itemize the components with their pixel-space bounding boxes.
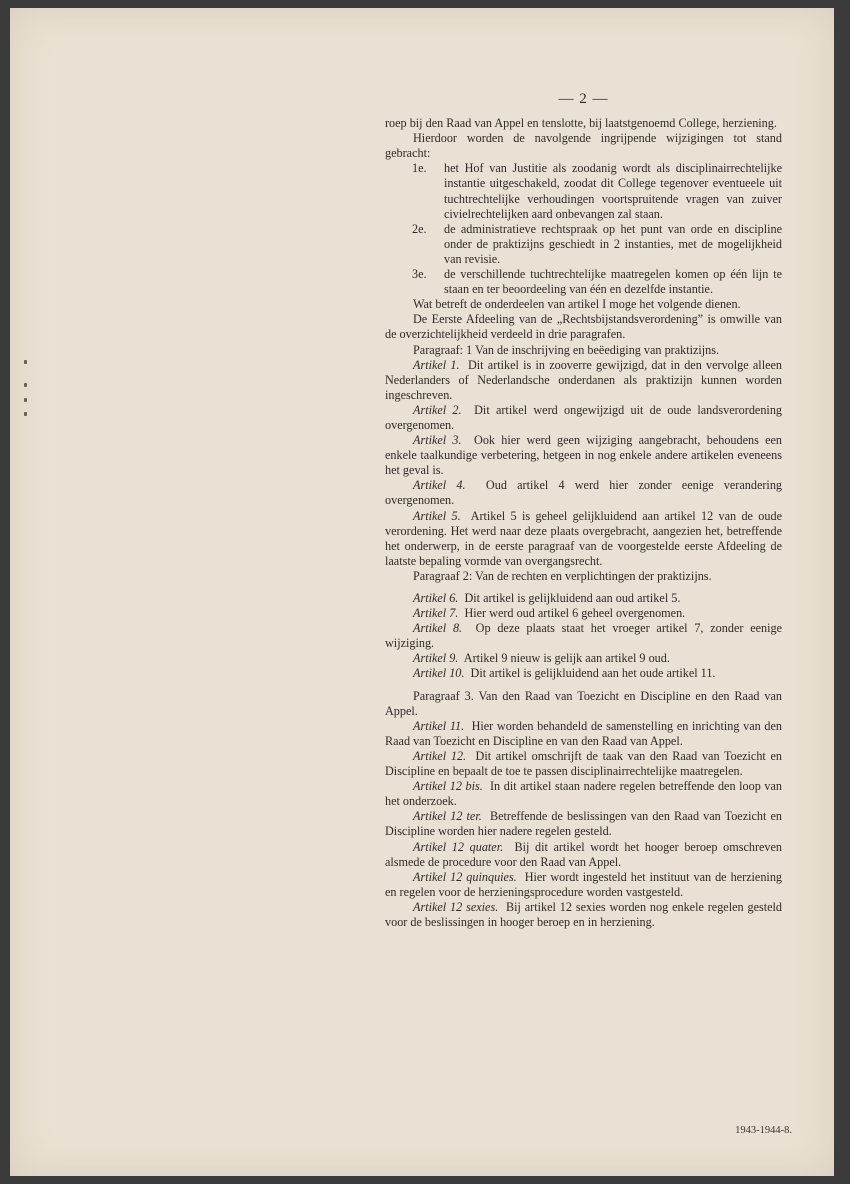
list-item [412, 222, 782, 267]
article-text: Dit artikel is in zooverre gewijzigd, dat in den vervolge alleen Nederlanders of Nederlandsche onderdanen als praktizijn kunnen worden ingeschreven. [385, 357, 782, 402]
paragraph: Wat betreft de onderdeelen van artikel I moge het volgende dienen. [413, 297, 741, 312]
section-heading: Paragraaf 2: Van de rechten en verplichtingen der praktizijns. [413, 568, 712, 583]
article-label: Artikel 4. [413, 478, 466, 493]
list-item [412, 267, 782, 297]
article-text: Ook hier werd geen wijziging aangebracht, behoudens een enkele taalkundige verbetering, hetgeen in nog enkele andere artikelen eveneens het geval is. [385, 433, 782, 478]
article-label: Artikel 12 sexies. [413, 899, 499, 914]
article-label: Artikel 7. [413, 606, 459, 621]
list-item-number: 1e. [412, 161, 427, 176]
article-label: Artikel 8. [413, 621, 463, 636]
article-label: Artikel 5. [413, 508, 461, 523]
article-entry [385, 433, 782, 478]
footer-code: 1943-1944-8. [735, 1125, 792, 1136]
article-text: Dit artikel omschrijft de taak van den Raad van Toezicht en Discipline en bepaalt de toe te passen disciplinairrechtelijke maatregelen. [385, 748, 783, 779]
article-entry [385, 358, 782, 403]
paragraph: roep bij den Raad van Appel en tenslotte, bij laatstgenoemd College, herziening. [385, 116, 777, 131]
article-entry [385, 809, 782, 839]
article-entry [385, 606, 782, 621]
punch-hole-mark [24, 360, 27, 364]
article-label: Artikel 12. [413, 748, 467, 763]
text-column [385, 92, 782, 930]
article-entry [385, 651, 782, 666]
article-label: Artikel 10. [413, 666, 465, 681]
article-label: Artikel 12 quinquies. [413, 869, 517, 884]
article-label: Artikel 6. [413, 591, 459, 605]
article-entry [385, 900, 782, 930]
list-item [412, 161, 782, 221]
article-entry [385, 779, 782, 809]
article-label: Artikel 12 ter. [413, 809, 482, 824]
article-text: Artikel 5 is geheel gelijkluidend aan artikel 12 van de oude verordening. Het werd naar deze plaats overgebracht, aangezien het, betreffende het onderwerp, in de eerste paragraaf van de voorgestelde eerste Afdeeling de laatste bepaling vormde van overgangsrecht. [385, 508, 782, 568]
article-entry [385, 403, 782, 433]
article-entry [385, 870, 782, 900]
article-text: Hier werd oud artikel 6 geheel overgenomen. [464, 606, 686, 621]
article-label: Artikel 9. [413, 651, 459, 666]
list-item-text: de administratieve rechtspraak op het punt van orde en discipline onder de praktizijns geschiedt in 2 instanties, met de mogelijkheid van revisie. [444, 221, 782, 266]
article-label: Artikel 11. [413, 718, 465, 733]
article-text: Artikel 9 nieuw is gelijk aan artikel 9 oud. [463, 651, 670, 666]
punch-hole-mark [24, 398, 27, 402]
article-label: Artikel 2. [413, 402, 462, 417]
article-label: Artikel 12 quater. [413, 839, 504, 854]
article-entry [385, 591, 782, 606]
article-label: Artikel 3. [413, 433, 462, 448]
article-text: Dit artikel is gelijkluidend aan oud artikel 5. [464, 591, 681, 605]
list-item-text: de verschillende tuchtrechtelijke maatregelen komen op één lijn te staan en ter beoordeeling van één en dezelfde instantie. [444, 267, 782, 297]
article-text: Bij artikel 12 sexies worden nog enkele regelen gesteld voor de beslissingen in hooger beroep en in herziening. [385, 899, 782, 929]
section-heading: Paragraaf 3. Van den Raad van Toezicht en Discipline en den Raad van Appel. [385, 688, 782, 718]
page-number: — 2 — [558, 91, 609, 107]
paragraph: Hierdoor worden de navolgende ingrijpende wijzigingen tot stand gebracht: [385, 131, 782, 161]
article-text: Hier wordt ingesteld het instituut van de herziening en regelen voor de herzieningsprocedure worden vastgesteld. [385, 869, 783, 899]
article-text: Hier worden behandeld de samenstelling en inrichting van den Raad van Toezicht en Discipline en van den Raad van Appel. [385, 718, 782, 748]
article-entry [385, 749, 782, 779]
article-text: Dit artikel is gelijkluidend aan het oude artikel 11. [470, 666, 716, 681]
article-label: Artikel 12 bis. [413, 779, 483, 794]
article-entry [385, 478, 782, 508]
article-text: Betreffende de beslissingen van den Raad van Toezicht en Discipline worden hier nadere regelen gesteld. [385, 809, 782, 839]
list-item-number: 3e. [412, 267, 427, 282]
punch-hole-mark [24, 383, 27, 387]
article-text: Op deze plaats staat het vroeger artikel 7, zonder eenige wijziging. [385, 621, 782, 651]
list-item-text: het Hof van Justitie als zoodanig wordt als disciplinairrechtelijke instantie uitgeschakeld, zoodat dit College tegenover eventueele uit tuchtrechtelijke verhoudingen voortspruitende vragen van zuiver civielrechtelijken aard onbevangen zal staan. [444, 161, 782, 221]
article-label: Artikel 1. [413, 357, 460, 372]
article-entry [385, 621, 782, 651]
article-text: Dit artikel werd ongewijzigd uit de oude landsverordening overgenomen. [385, 402, 783, 432]
article-text: In dit artikel staan nadere regelen betreffende den loop van het onderzoek. [385, 779, 782, 809]
paragraph: De Eerste Afdeeling van de „Rechtsbijstandsverordening” is omwille van de overzichtelijkheid verdeeld in drie paragrafen. [385, 312, 782, 342]
punch-hole-mark [24, 412, 27, 416]
article-text: Oud artikel 4 werd hier zonder eenige verandering overgenomen. [385, 478, 783, 508]
article-entry [385, 509, 782, 569]
article-text: Bij dit artikel wordt het hooger beroep omschreven alsmede de procedure voor den Raad van Appel. [385, 839, 783, 869]
article-entry [385, 840, 782, 870]
article-entry [385, 719, 782, 749]
article-entry [385, 666, 782, 681]
list-item-number: 2e. [412, 221, 427, 236]
section-heading: Paragraaf: 1 Van de inschrijving en beëediging van praktizijns. [413, 342, 720, 357]
